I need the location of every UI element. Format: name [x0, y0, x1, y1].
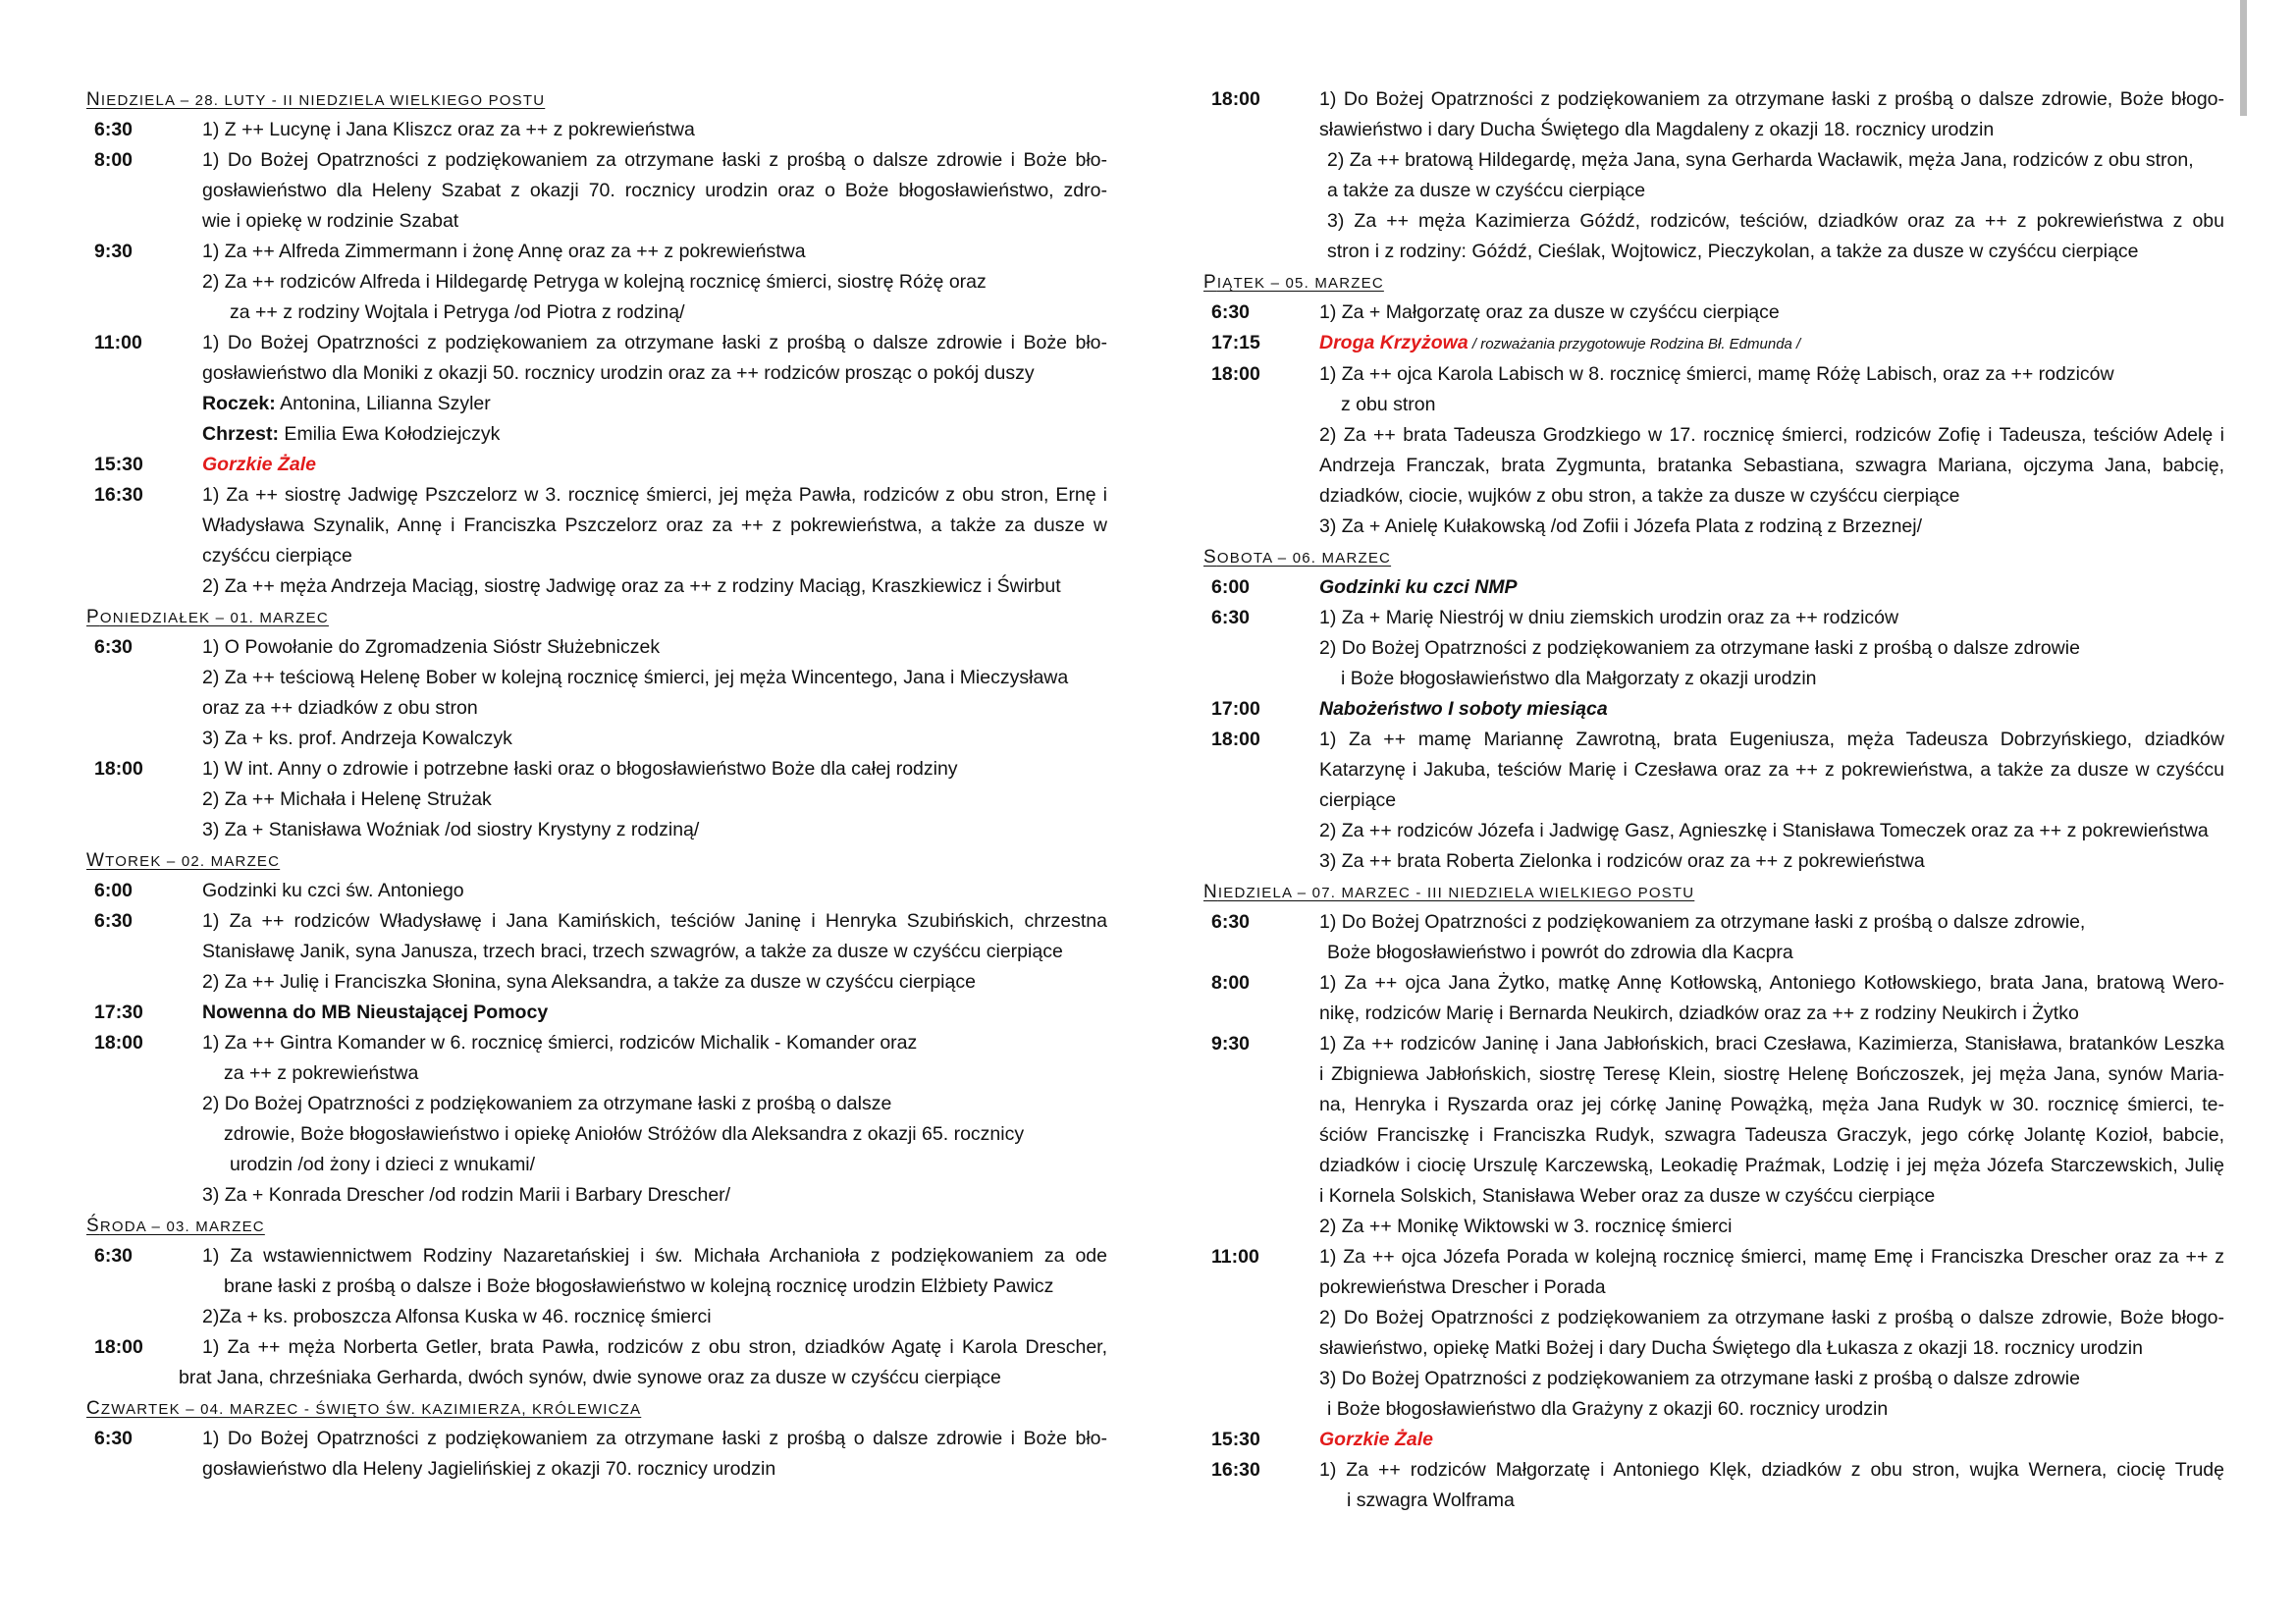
intention-line: [202, 176, 1107, 206]
intention-line: [1319, 694, 2224, 725]
intention-text: a także za dusze w czyśćcu cierpiące: [1327, 180, 1646, 201]
intention-text: czyśćcu cierpiące: [202, 545, 352, 567]
intention-line: [202, 1180, 1107, 1211]
mass-intentions: [202, 328, 1107, 450]
mass-intentions: [1319, 968, 2224, 1029]
intention-text: 1) Za ++ ojca Karola Labisch w 8. rocznicę śmierci, mamę Różę Labisch, oraz za ++ rodziców: [1319, 363, 2114, 385]
intention-line: [1319, 603, 2224, 633]
intention-line: [1319, 1090, 2224, 1120]
mass-entry: [1203, 1242, 2224, 1425]
mass-intentions: [202, 1241, 1107, 1332]
intention-text: 2) Za ++ Julię i Franciszka Słonina, syna Aleksandra, a także za dusze w czyśćcu cierpiące: [202, 971, 976, 993]
intention-text: 2) Za ++ rodziców Alfreda i Hildegardę Petryga w kolejną rocznicę śmierci, siostrę Różę oraz: [202, 271, 987, 293]
intention-text: gosławieństwo dla Heleny Szabat z okazji 70. rocznicy urodzin oraz o Boże błogosławieństwo, zdro-: [202, 180, 1107, 201]
day-header: PIĄTEK – 05. MARZEC: [1203, 272, 1384, 293]
intention-text: brane łaski z prośbą o dalsze i Boże błogosławieństwo w kolejną rocznicę urodzin Elżbiety Pawicz: [224, 1275, 1054, 1297]
intention-line: [1319, 1029, 2224, 1059]
intention-line: [202, 815, 1107, 845]
mass-intentions: [1319, 84, 2224, 267]
intention-text: 2) Za ++ męża Andrzeja Maciąg, siostrę Jadwigę oraz za ++ z rodziny Maciąg, Kraszkiewicz i Świrbut: [202, 575, 1061, 597]
intention-text: sławieństwo, opiekę Matki Bożej i dary Ducha Świętego dla Łukasza z okazji 18. rocznicy urodzin: [1319, 1337, 2143, 1359]
intention-line: [202, 1332, 1107, 1363]
intention-text: 2) Do Bożej Opatrzności z podziękowaniem za otrzymane łaski z prośbą o dalsze: [202, 1093, 892, 1114]
mass-intentions: [1319, 359, 2224, 542]
intention-text: 2) Do Bożej Opatrzności z podziękowaniem za otrzymane łaski z prośbą o dalsze zdrowie, Boże błogo-: [1319, 1307, 2224, 1328]
intention-text: 3) Za + Konrada Drescher /od rodzin Marii i Barbary Drescher/: [202, 1184, 731, 1206]
intention-text: Antonina, Lilianna Szyler: [275, 393, 491, 414]
mass-entry: [86, 237, 1107, 328]
mass-entry: [1203, 1425, 2224, 1455]
intention-line: [1319, 785, 2224, 816]
intention-line: [202, 998, 1107, 1028]
mass-entry: [1203, 328, 2224, 359]
mass-entry: [1203, 1455, 2224, 1516]
intention-line: [1319, 328, 2224, 359]
mass-entry: [1203, 694, 2224, 725]
mass-time: 11:00: [94, 332, 142, 353]
mass-intentions: [1319, 907, 2224, 968]
intention-line: [202, 328, 1107, 358]
service-title: Gorzkie Żale: [202, 454, 316, 475]
intention-line: [202, 237, 1107, 267]
intention-text: 3) Za ++ brata Roberta Zielonka i rodziców oraz za ++ z pokrewieństwa: [1319, 850, 1925, 872]
intention-line: [202, 358, 1107, 389]
intention-text: 1) Za + Małgorzatę oraz za dusze w czyśćcu cierpiące: [1319, 301, 1780, 323]
intention-line: [202, 754, 1107, 785]
intention-text: ściów Franciszkę i Franciszka Rudyk, szwagra Tadeusza Graczyk, jego córkę Jolantę Kozioł, babcie,: [1319, 1124, 2224, 1146]
intention-line: [202, 267, 1107, 298]
intention-text: 1) Do Bożej Opatrzności z podziękowaniem za otrzymane łaski z prośbą o dalsze zdrowie i Boże bło-: [202, 332, 1107, 353]
mass-intentions: [202, 237, 1107, 328]
intention-text: za ++ z rodziny Wojtala i Petryga /od Piotra z rodziną/: [230, 301, 685, 323]
mass-intentions: [202, 145, 1107, 237]
intention-text: Godzinki ku czci św. Antoniego: [202, 880, 464, 901]
intention-text: 2) Za ++ Monikę Wiktowski w 3. rocznicę śmierci: [1319, 1216, 1733, 1237]
intention-text: za ++ z pokrewieństwa: [224, 1062, 419, 1084]
intention-text: 1) Za ++ siostrę Jadwigę Pszczelorz w 3. rocznicę śmierci, jej męża Pawła, rodziców z obu stron, Ernę i: [202, 484, 1107, 506]
service-title: Godzinki ku czci NMP: [1319, 576, 1518, 598]
intention-text: 1) Za wstawiennictwem Rodziny Nazaretańskiej i św. Michała Archanioła z podziękowaniem za ode: [202, 1245, 1107, 1267]
intention-text: 1) Do Bożej Opatrzności z podziękowaniem za otrzymane łaski z prośbą o dalsze zdrowie i Boże bło-: [202, 149, 1107, 171]
intention-text: wie i opiekę w rodzinie Szabat: [202, 210, 459, 232]
intention-text: 1) Za ++ Gintra Komander w 6. rocznicę śmierci, rodziców Michalik - Komander oraz: [202, 1032, 918, 1054]
intention-line: [1319, 359, 2224, 390]
intention-line: [1319, 115, 2224, 145]
intention-text: Władysława Szynalik, Annę i Franciszka Pszczelorz oraz za ++ z pokrewieństwa, a także za dusze w: [202, 514, 1107, 536]
intention-line: [202, 1424, 1107, 1454]
intention-text: i Kornela Solskich, Stanisława Weber oraz za dusze w czyśćcu cierpiące: [1319, 1185, 1936, 1207]
intention-text: 1) Za ++ rodziców Małgorzatę i Antoniego Klęk, dziadków z obu stron, wujka Wernera, ciocię Trudę: [1319, 1459, 2224, 1481]
mass-intentions: [202, 632, 1107, 754]
intention-line: [1319, 1394, 2224, 1425]
intention-text: gosławieństwo dla Moniki z okazji 50. rocznicy urodzin oraz za ++ rodziców prosząc o pokój duszy: [202, 362, 1035, 384]
mass-time: 9:30: [94, 241, 133, 262]
intention-line: [202, 663, 1107, 693]
mass-intentions: [1319, 1425, 2224, 1455]
intention-text: i Zbigniewa Jabłońskich, siostrę Teresę Klein, siostrę Helenę Bończoszek, jej męża Jana, synów Maria-: [1319, 1063, 2224, 1085]
day-header: WTOREK – 02. MARZEC: [86, 850, 281, 871]
intention-line: [202, 298, 1107, 328]
mass-time: 16:30: [94, 484, 143, 506]
intention-text: na, Henryka i Ryszarda oraz jej córkę Janinę Powążką, męża Jana Rudyk w 30. rocznicę śmierci, te-: [1319, 1094, 2224, 1115]
intention-line: [202, 785, 1107, 815]
service-title: Nabożeństwo I soboty miesiąca: [1319, 698, 1608, 720]
mass-entry: [1203, 1029, 2224, 1242]
right-column: [1203, 84, 2224, 1516]
intention-text: gosławieństwo dla Heleny Jagielińskiej z okazji 70. rocznicy urodzin: [202, 1458, 776, 1480]
intention-line: [1319, 938, 2224, 968]
mass-time: 6:30: [94, 636, 133, 658]
mass-entry: [1203, 603, 2224, 694]
mass-intentions: [202, 998, 1107, 1028]
intention-line: [1319, 84, 2224, 115]
intention-line: [202, 632, 1107, 663]
intention-line: [1319, 633, 2224, 664]
intention-line: [202, 724, 1107, 754]
intention-text: stron i z rodziny: Góźdź, Cieślak, Wojtowicz, Pieczykolan, a także za dusze w czyśćcu cierpiące: [1327, 241, 2139, 262]
intention-line: [202, 389, 1107, 419]
intention-line: [1319, 451, 2224, 481]
mass-intentions: [1319, 572, 2224, 603]
mass-time: 6:30: [1211, 911, 1251, 933]
intention-line: [202, 511, 1107, 541]
intention-line: [202, 1241, 1107, 1272]
mass-time: 18:00: [1211, 88, 1260, 110]
mass-entry: [1203, 572, 2224, 603]
intention-line: [179, 1363, 1107, 1393]
mass-entry: [86, 906, 1107, 998]
intention-text: 1) Do Bożej Opatrzności z podziękowaniem za otrzymane łaski z prośbą o dalsze zdrowie, Boże błogo-: [1319, 88, 2224, 110]
intention-line: [1319, 999, 2224, 1029]
mass-intentions: [1319, 725, 2224, 877]
mass-time: 16:30: [1211, 1459, 1260, 1481]
intention-line: [202, 115, 1107, 145]
mass-entry: [86, 115, 1107, 145]
mass-entry: [86, 145, 1107, 237]
mass-intentions: [179, 1332, 1107, 1393]
intention-line: [1319, 1151, 2224, 1181]
mass-intentions: [1319, 694, 2224, 725]
intention-line: [202, 571, 1107, 602]
intention-text: 1) W int. Anny o zdrowie i potrzebne łaski oraz o błogosławieństwo Boże dla całej rodziny: [202, 758, 958, 780]
intention-line: [1319, 1120, 2224, 1151]
mass-entry: [86, 632, 1107, 754]
intention-text: zdrowie, Boże błogosławieństwo i opiekę Aniołów Stróżów dla Aleksandra z okazji 65. rocznicy: [224, 1123, 1025, 1145]
intention-line: [1319, 1455, 2224, 1486]
mass-time: 6:30: [1211, 301, 1251, 323]
mass-time: 6:00: [1211, 576, 1251, 598]
mass-time: 15:30: [1211, 1429, 1260, 1450]
intention-text: 1) Z ++ Lucynę i Jana Kliszcz oraz za ++ z pokrewieństwa: [202, 119, 695, 140]
intention-text: z obu stron: [1341, 394, 1436, 415]
mass-intentions: [202, 754, 1107, 845]
intention-text: brat Jana, chrześniaka Gerharda, dwóch synów, dwie synowe oraz za dusze w czyśćcu cierpiące: [179, 1367, 1001, 1388]
intention-text: 2)Za + ks. proboszcza Alfonsa Kuska w 46. rocznicę śmierci: [202, 1306, 712, 1327]
intention-line: [202, 1150, 1107, 1180]
intention-text: i Boże błogosławieństwo dla Grażyny z okazji 60. rocznicy urodzin: [1327, 1398, 1889, 1420]
mass-intentions: [202, 1028, 1107, 1211]
intention-text: 1) Za + Marię Niestrój w dniu ziemskich urodzin oraz za ++ rodziców: [1319, 607, 1899, 628]
intention-line: [1319, 968, 2224, 999]
intention-text: 3) Za + ks. prof. Andrzeja Kowalczyk: [202, 728, 512, 749]
intention-line: [1319, 1272, 2224, 1303]
mass-intentions: [202, 115, 1107, 145]
mass-entry: [86, 754, 1107, 845]
intention-text: Emilia Ewa Kołodziejczyk: [279, 423, 501, 445]
intention-line: [1319, 816, 2224, 846]
mass-time: 17:30: [94, 1001, 143, 1023]
mass-intentions: [202, 906, 1107, 998]
mass-time: 8:00: [94, 149, 133, 171]
mass-intentions: [1319, 328, 2224, 359]
mass-entry: [86, 328, 1107, 450]
left-column: [86, 84, 1107, 1485]
intention-line: [1319, 512, 2224, 542]
intention-line: [202, 1272, 1107, 1302]
day-header: ŚRODA – 03. MARZEC: [86, 1216, 265, 1236]
mass-time: 11:00: [1211, 1246, 1259, 1268]
intention-text: Boże błogosławieństwo i powrót do zdrowia dla Kacpra: [1327, 942, 1793, 963]
mass-time: 6:30: [94, 910, 133, 932]
intention-line: [1319, 298, 2224, 328]
intention-line: [202, 1058, 1107, 1089]
service-title: Nowenna do MB Nieustającej Pomocy: [202, 1001, 549, 1023]
mass-intentions: [1319, 603, 2224, 694]
mass-time: 18:00: [94, 1336, 143, 1358]
mass-intentions: [202, 450, 1107, 480]
intention-line: [202, 937, 1107, 967]
mass-time: 6:30: [94, 1428, 133, 1449]
intention-text: nikę, rodziców Marię i Bernarda Neukirch, dziadków oraz za ++ z rodziny Neukirch i Żytko: [1319, 1002, 2079, 1024]
intention-text: 3) Za + Anielę Kułakowską /od Zofii i Józefa Plata z rodziną z Brzeznej/: [1319, 515, 1923, 537]
mass-entry: [86, 480, 1107, 602]
intention-line: [202, 876, 1107, 906]
intention-line: [1319, 1212, 2224, 1242]
intention-line: [1319, 1486, 2224, 1516]
intention-line: [1319, 1333, 2224, 1364]
intention-line: [1319, 1059, 2224, 1090]
intention-line: [1319, 725, 2224, 755]
day-header: PONIEDZIAŁEK – 01. MARZEC: [86, 607, 329, 627]
intention-text: pokrewieństwa Drescher i Porada: [1319, 1276, 1606, 1298]
mass-time: 18:00: [1211, 729, 1260, 750]
mass-time: 6:00: [94, 880, 133, 901]
intention-text: 1) Za ++ Alfreda Zimmermann i żonę Annę oraz za ++ z pokrewieństwa: [202, 241, 806, 262]
intention-line: [1319, 755, 2224, 785]
mass-time: 18:00: [94, 1032, 143, 1054]
intention-text: dziadków, ciocie, wujków z obu stron, a także za dusze w czyśćcu cierpiące: [1319, 485, 1960, 507]
intention-line: [202, 1089, 1107, 1119]
mass-intentions: [1319, 298, 2224, 328]
mass-entry: [86, 1332, 1107, 1393]
intention-line: [202, 1119, 1107, 1150]
mass-entry: [86, 450, 1107, 480]
mass-time: 17:00: [1211, 698, 1260, 720]
mass-time: 15:30: [94, 454, 143, 475]
mass-entry: [86, 1028, 1107, 1211]
intention-text: 1) Za ++ ojca Jana Żytko, matkę Annę Kotłowską, Antoniego Kotłowskiego, brata Jana, bratową Wero-: [1319, 972, 2224, 994]
intention-line: [1319, 145, 2224, 176]
intention-line: [1319, 846, 2224, 877]
mass-entry: [1203, 907, 2224, 968]
mass-intentions: [1319, 1242, 2224, 1425]
intention-text: 1) Za ++ męża Norberta Getler, brata Pawła, rodziców z obu stron, dziadków Agatę i Karola Drescher,: [202, 1336, 1107, 1358]
intention-line: [202, 419, 1107, 450]
intention-text: 2) Za ++ bratową Hildegardę, męża Jana, syna Gerharda Wacławik, męża Jana, rodziców z obu stron,: [1327, 149, 2194, 171]
intention-line: [202, 693, 1107, 724]
intention-line: [202, 967, 1107, 998]
intention-line: [1319, 572, 2224, 603]
mass-time: 18:00: [1211, 363, 1260, 385]
intention-line: [1319, 1303, 2224, 1333]
line-label: Chrzest:: [202, 423, 280, 445]
mass-intentions: [1319, 1455, 2224, 1516]
line-label: Roczek:: [202, 393, 276, 414]
intention-text: 3) Do Bożej Opatrzności z podziękowaniem za otrzymane łaski z prośbą o dalsze zdrowie: [1319, 1368, 2080, 1389]
mass-time: 6:30: [1211, 607, 1251, 628]
intention-text: cierpiące: [1319, 789, 1397, 811]
intention-line: [202, 206, 1107, 237]
mass-entry: [86, 876, 1107, 906]
intention-text: i szwagra Wolframa: [1347, 1489, 1515, 1511]
service-title: Gorzkie Żale: [1319, 1429, 1433, 1450]
intention-text: Andrzeja Franczak, brata Zygmunta, bratanka Sebastiana, szwagra Mariana, ojczyma Jana, babcię,: [1319, 455, 2224, 476]
intention-line: [1319, 1242, 2224, 1272]
mass-entry: [86, 1241, 1107, 1332]
intention-text: 1) Za ++ rodziców Władysławę i Jana Kamińskich, teściów Janinę i Henryka Szubińskich, chrzestna: [202, 910, 1107, 932]
intention-text: 3) Za + Stanisława Woźniak /od siostry Krystyny z rodziną/: [202, 819, 700, 840]
mass-time: 6:30: [94, 1245, 133, 1267]
intention-text: dziadków i ciocię Urszulę Karczewską, Leokadię Praźmak, Lodzię i jej męża Józefa Starczewskich, Julię: [1319, 1155, 2224, 1176]
intention-line: [202, 480, 1107, 511]
mass-time: 17:15: [1211, 332, 1260, 353]
mass-entry: [1203, 725, 2224, 877]
day-header: CZWARTEK – 04. MARZEC - ŚWIĘTO ŚW. KAZIMIERZA, KRÓLEWICZA: [86, 1398, 642, 1419]
service-note: / rozważania przygotowuje Rodzina Bł. Edmunda /: [1468, 336, 1801, 352]
intention-text: 1) Do Bożej Opatrzności z podziękowaniem za otrzymane łaski z prośbą o dalsze zdrowie,: [1319, 911, 2086, 933]
day-header: NIEDZIELA – 28. LUTY - II NIEDZIELA WIELKIEGO POSTU: [86, 89, 546, 110]
mass-time: 9:30: [1211, 1033, 1251, 1055]
intention-text: 2) Do Bożej Opatrzności z podziękowaniem za otrzymane łaski z prośbą o dalsze zdrowie: [1319, 637, 2080, 659]
intention-line: [1319, 420, 2224, 451]
mass-time: 6:30: [94, 119, 133, 140]
intention-text: 2) Za ++ rodziców Józefa i Jadwigę Gasz, Agnieszkę i Stanisława Tomeczek oraz za ++ z pokrewieństwa: [1319, 820, 2209, 841]
intention-line: [1319, 664, 2224, 694]
intention-text: 1) Za ++ ojca Józefa Porada w kolejną rocznicę śmierci, mamę Emę i Franciszka Drescher oraz za ++ z: [1319, 1246, 2224, 1268]
intention-line: [202, 1302, 1107, 1332]
intention-line: [1319, 176, 2224, 206]
intention-text: 1) Za ++ mamę Mariannę Zawrotną, brata Eugeniusza, męża Tadeusza Dobrzyńskiego, dziadków: [1319, 729, 2224, 750]
intention-line: [202, 906, 1107, 937]
day-header: NIEDZIELA – 07. MARZEC - III NIEDZIELA WIELKIEGO POSTU: [1203, 882, 1695, 902]
mass-entry: [86, 998, 1107, 1028]
intention-text: oraz za ++ dziadków z obu stron: [202, 697, 478, 719]
intention-text: 1) Za ++ rodziców Janinę i Jana Jabłońskich, braci Czesława, Kazimierza, Stanisława, bratanków Leszka: [1319, 1033, 2224, 1055]
intention-line: [202, 145, 1107, 176]
intention-line: [202, 450, 1107, 480]
intention-text: sławieństwo i dary Ducha Świętego dla Magdaleny z okazji 18. rocznicy urodzin: [1319, 119, 1995, 140]
intention-text: 2) Za ++ Michała i Helenę Strużak: [202, 788, 492, 810]
mass-entry: [1203, 84, 2224, 267]
intention-line: [1319, 1364, 2224, 1394]
intention-text: i Boże błogosławieństwo dla Małgorzaty z okazji urodzin: [1341, 668, 1817, 689]
day-header: SOBOTA – 06. MARZEC: [1203, 547, 1392, 568]
intention-text: urodzin /od żony i dzieci z wnukami/: [230, 1154, 536, 1175]
intention-line: [202, 1454, 1107, 1485]
intention-text: 2) Za ++ teściową Helenę Bober w kolejną rocznicę śmierci, jej męża Wincentego, Jana i Mieczysława: [202, 667, 1069, 688]
mass-time: 8:00: [1211, 972, 1251, 994]
mass-intentions: [202, 480, 1107, 602]
mass-intentions: [202, 1424, 1107, 1485]
intention-text: 1) O Powołanie do Zgromadzenia Sióstr Służebniczek: [202, 636, 661, 658]
intention-line: [1319, 390, 2224, 420]
mass-entry: [86, 1424, 1107, 1485]
intention-line: [1319, 907, 2224, 938]
intention-text: 2) Za ++ brata Tadeusza Grodzkiego w 17. rocznicę śmierci, rodziców Zofię i Tadeusza, teściów Adelę i: [1319, 424, 2224, 446]
intention-text: 3) Za ++ męża Kazimierza Góźdź, rodziców, teściów, dziadków oraz za ++ z pokrewieństwa z obu: [1327, 210, 2224, 232]
intention-line: [202, 541, 1107, 571]
mass-entry: [1203, 968, 2224, 1029]
service-title: Droga Krzyżowa: [1319, 332, 1468, 353]
mass-entry: [1203, 359, 2224, 542]
intention-line: [1319, 1181, 2224, 1212]
mass-entry: [1203, 298, 2224, 328]
intention-line: [1319, 206, 2224, 237]
intention-text: Katarzynę i Jakuba, teściów Marię i Czesława oraz za ++ z pokrewieństwa, a także za dusze w czyśćcu: [1319, 759, 2224, 781]
intention-text: Stanisławę Janik, syna Janusza, trzech braci, trzech szwagrów, a także za dusze w czyśćcu cierpiące: [202, 941, 1063, 962]
scrollbar[interactable]: [2240, 0, 2247, 116]
mass-intentions: [202, 876, 1107, 906]
mass-time: 18:00: [94, 758, 143, 780]
intention-line: [1319, 237, 2224, 267]
intention-line: [1319, 1425, 2224, 1455]
intention-line: [202, 1028, 1107, 1058]
intention-line: [1319, 481, 2224, 512]
mass-intentions: [1319, 1029, 2224, 1242]
intention-text: 1) Do Bożej Opatrzności z podziękowaniem za otrzymane łaski z prośbą o dalsze zdrowie i Boże bło-: [202, 1428, 1107, 1449]
